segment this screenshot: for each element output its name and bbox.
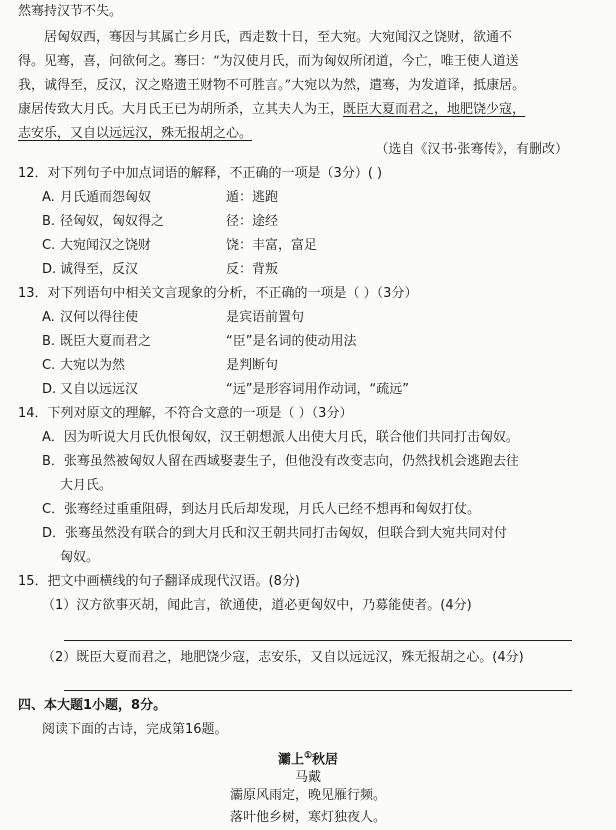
q15-sentence-1: （1）汉方欲事灭胡，闻此言，欲通使，道必更匈奴中，乃募能使者。(4分) bbox=[42, 598, 472, 613]
q12-stem: 12．对下列句子中加点词语的解释，不正确的一项是（3分）( ) bbox=[18, 166, 383, 181]
q15-stem: 15．把文中画横线的句子翻译成现代汉语。(8分) bbox=[18, 574, 300, 589]
passage-source: （选自《汉书·张骞传》，有删改） bbox=[375, 142, 568, 157]
option-sentence: 径匈奴，匈奴得之 bbox=[60, 214, 165, 229]
option-label: B. bbox=[42, 334, 56, 349]
passage-line: 然骞持汉节不失。 bbox=[18, 4, 123, 19]
answer-line[interactable] bbox=[64, 690, 572, 691]
option-sentence: 诚得至，反汉 bbox=[60, 262, 139, 277]
option-explain: 反：背叛 bbox=[226, 262, 279, 277]
q13-option-c bbox=[42, 354, 125, 378]
passage-text: 康居传致大月氏。大月氏王已为胡所杀，立其夫人为王， bbox=[18, 102, 344, 117]
option-sentence: 月氏遁而怨匈奴 bbox=[60, 190, 152, 205]
passage-line: 得。见骞，喜，问欲何之。骞曰：“为汉使月氏，而为匈奴所闭道，今亡，唯王使人道送 bbox=[18, 54, 519, 69]
q12-option-a bbox=[42, 186, 151, 210]
option-sentence: 大宛闻汉之饶财 bbox=[60, 238, 152, 253]
q15-sentence-2: （2）既臣大夏而君之，地肥饶少寇，志安乐，又自以远远汉，殊无报胡之心。(4分) bbox=[42, 650, 524, 665]
q14-option-d: D．张骞虽然没有联合的到大月氏和汉王朝共同打击匈奴，但联合到大宛共同对付 bbox=[42, 526, 508, 541]
q12-option-c bbox=[42, 234, 151, 258]
option-explain: 是判断句 bbox=[226, 358, 279, 373]
option-label: D. bbox=[42, 382, 57, 397]
q14-option-b-cont: 大月氏。 bbox=[60, 478, 113, 493]
answer-line[interactable] bbox=[64, 640, 572, 641]
option-sentence: 既臣大夏而君之 bbox=[60, 334, 152, 349]
option-label: C. bbox=[42, 358, 56, 373]
option-explain: 径：途经 bbox=[226, 214, 279, 229]
option-label: B. bbox=[42, 214, 56, 229]
poem-author: 马戴 bbox=[294, 770, 321, 785]
q13-stem: 13．对下列语句中相关文言现象的分析，不正确的一项是（ ）（3分） bbox=[18, 286, 418, 301]
underlined-sentence: 志安乐，又自以远远汉，殊无报胡之心。 bbox=[18, 126, 253, 141]
q12-option-b bbox=[42, 210, 164, 234]
option-label: C. bbox=[42, 238, 56, 253]
footnote-mark: ① bbox=[303, 751, 313, 761]
option-explain: 遁：逃跑 bbox=[226, 190, 279, 205]
poem-line-1: 灞原风雨定，晚见雁行频。 bbox=[229, 788, 386, 803]
option-explain: “臣”是名词的使动用法 bbox=[226, 334, 357, 349]
q14-option-c: C．张骞经过重重阻碍，到达月氏后却发现，月氏人已经不想再和匈奴打仗。 bbox=[42, 502, 481, 517]
q14-option-d-cont: 匈奴。 bbox=[60, 550, 100, 565]
option-label: A. bbox=[42, 190, 55, 205]
passage-line: 我，诚得至，反汉，汉之赂遗王财物不可胜言。”大宛以为然，遣骞，为发道译，抵康居。 bbox=[18, 78, 526, 93]
poem-title-main: 灞上 bbox=[277, 752, 304, 768]
option-sentence: 汉何以得往使 bbox=[60, 310, 139, 325]
option-label: A. bbox=[42, 310, 55, 325]
poem-line-2: 落叶他乡树，寒灯独夜人。 bbox=[229, 810, 386, 825]
section-heading: 四、本大题1小题，8分。 bbox=[18, 698, 167, 713]
option-explain: “远”是形容词用作动词，“疏远” bbox=[226, 382, 409, 397]
option-sentence: 大宛以为然 bbox=[60, 358, 126, 373]
passage-line: 居匈奴西，骞因与其属亡乡月氏，西走数十日，至大宛。大宛闻汉之饶财，欲通不 bbox=[44, 30, 513, 45]
q13-option-a bbox=[42, 306, 138, 330]
section-instruction: 阅读下面的古诗，完成第16题。 bbox=[42, 722, 228, 737]
q13-option-d bbox=[42, 378, 138, 402]
passage-line bbox=[18, 98, 525, 122]
q13-option-b bbox=[42, 330, 151, 354]
q14-stem: 14．下列对原文的理解，不符合文意的一项是（ ）（3分） bbox=[18, 406, 353, 421]
underlined-sentence: 既臣大夏而君之，地肥饶少寇， bbox=[343, 102, 526, 117]
option-sentence: 又自以远远汉 bbox=[60, 382, 139, 397]
q14-option-b: B．张骞虽然被匈奴人留在西域娶妻生子，但他没有改变志向，仍然找机会逃跑去往 bbox=[42, 454, 519, 469]
q12-option-d bbox=[42, 258, 138, 282]
option-explain: 饶：丰富，富足 bbox=[226, 238, 318, 253]
q14-option-a: A．因为听说大月氏仇恨匈奴，汉王朝想派人出使大月氏，联合他们共同打击匈奴。 bbox=[42, 430, 519, 445]
option-explain: 是宾语前置句 bbox=[226, 310, 305, 325]
poem-title-tail: 秋居 bbox=[312, 752, 339, 768]
option-label: D. bbox=[42, 262, 57, 277]
